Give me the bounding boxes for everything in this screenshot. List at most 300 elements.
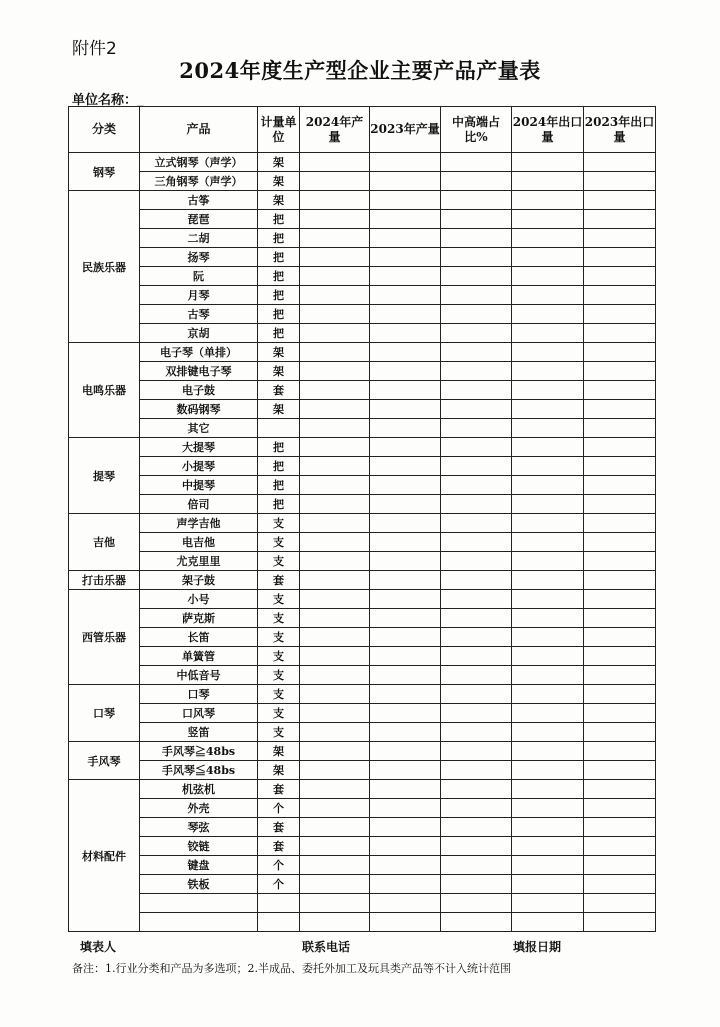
export-2024-cell[interactable]: [512, 609, 584, 628]
product-cell: 倍司: [140, 495, 258, 514]
highend-share-cell[interactable]: [441, 191, 512, 210]
export-2024-cell[interactable]: [512, 343, 584, 362]
export-2024-cell[interactable]: [512, 818, 584, 837]
output-2023-cell[interactable]: [370, 647, 441, 666]
export-2023-cell[interactable]: [584, 476, 656, 495]
highend-share-cell[interactable]: [441, 799, 512, 818]
table-row: [69, 647, 656, 666]
product-cell: 萨克斯: [140, 609, 258, 628]
export-2023-cell[interactable]: [584, 685, 656, 704]
output-2023-cell[interactable]: [370, 153, 441, 172]
output-2024-cell[interactable]: [300, 533, 370, 552]
highend-share-cell[interactable]: [441, 647, 512, 666]
highend-share-cell[interactable]: [441, 685, 512, 704]
output-2024-cell[interactable]: [300, 552, 370, 571]
export-2024-cell[interactable]: [512, 590, 584, 609]
unit-cell: 支: [258, 514, 300, 533]
export-2024-cell[interactable]: [512, 248, 584, 267]
output-2023-cell[interactable]: [370, 191, 441, 210]
output-2024-cell[interactable]: [300, 514, 370, 533]
export-2024-cell[interactable]: [512, 799, 584, 818]
output-2024-cell[interactable]: [300, 362, 370, 381]
export-2023-cell[interactable]: [584, 229, 656, 248]
highend-share-cell[interactable]: [441, 590, 512, 609]
unit-cell: 套: [258, 837, 300, 856]
product-cell: 架子鼓: [140, 571, 258, 590]
table-row: [69, 590, 656, 609]
product-cell: 月琴: [140, 286, 258, 305]
output-2024-cell[interactable]: [300, 609, 370, 628]
highend-share-cell[interactable]: [441, 172, 512, 191]
export-2024-cell[interactable]: [512, 400, 584, 419]
product-cell: 口风琴: [140, 704, 258, 723]
export-2023-cell[interactable]: [584, 419, 656, 438]
output-2024-cell[interactable]: [300, 324, 370, 343]
output-2024-cell[interactable]: [300, 438, 370, 457]
output-2023-cell[interactable]: [370, 324, 441, 343]
highend-share-cell[interactable]: [441, 324, 512, 343]
export-2024-cell[interactable]: [512, 419, 584, 438]
product-cell: 手风琴≧48bs: [140, 742, 258, 761]
unit-cell: [258, 894, 300, 913]
output-2024-cell[interactable]: [300, 286, 370, 305]
output-2023-cell[interactable]: [370, 628, 441, 647]
output-2023-cell[interactable]: [370, 514, 441, 533]
export-2023-cell[interactable]: [584, 552, 656, 571]
category-cell: 钢琴: [69, 153, 140, 191]
highend-share-cell[interactable]: [441, 210, 512, 229]
export-2024-cell[interactable]: [512, 628, 584, 647]
export-2023-cell[interactable]: [584, 324, 656, 343]
unit-name-field[interactable]: _: [137, 93, 144, 108]
date-label: 填报日期: [513, 940, 562, 954]
output-2023-cell[interactable]: [370, 723, 441, 742]
output-2024-cell[interactable]: [300, 742, 370, 761]
output-2024-cell[interactable]: [300, 172, 370, 191]
unit-cell: 架: [258, 400, 300, 419]
unit-cell: 个: [258, 799, 300, 818]
output-2023-cell[interactable]: [370, 248, 441, 267]
output-2023-cell[interactable]: [370, 875, 441, 894]
unit-cell: 支: [258, 685, 300, 704]
table-row: [69, 343, 656, 362]
highend-share-cell[interactable]: [441, 457, 512, 476]
output-2023-cell[interactable]: [370, 742, 441, 761]
export-2023-cell[interactable]: [584, 761, 656, 780]
highend-share-cell[interactable]: [441, 875, 512, 894]
export-2023-cell[interactable]: [584, 875, 656, 894]
export-2023-cell[interactable]: [584, 381, 656, 400]
export-2024-cell[interactable]: [512, 286, 584, 305]
output-2024-cell[interactable]: [300, 913, 370, 932]
export-2023-cell[interactable]: [584, 267, 656, 286]
output-2023-cell[interactable]: [370, 590, 441, 609]
product-cell: 琵琶: [140, 210, 258, 229]
export-2024-cell[interactable]: [512, 875, 584, 894]
product-cell: [140, 894, 258, 913]
highend-share-cell[interactable]: [441, 837, 512, 856]
output-2024-cell[interactable]: [300, 875, 370, 894]
export-2023-cell[interactable]: [584, 609, 656, 628]
highend-share-cell[interactable]: [441, 894, 512, 913]
output-2024-cell[interactable]: [300, 381, 370, 400]
output-2023-cell[interactable]: [370, 856, 441, 875]
table-row: [69, 324, 656, 343]
unit-cell: 把: [258, 457, 300, 476]
output-2024-cell[interactable]: [300, 495, 370, 514]
export-2024-cell[interactable]: [512, 514, 584, 533]
export-2023-cell[interactable]: [584, 495, 656, 514]
output-2023-cell[interactable]: [370, 286, 441, 305]
footnote: 备注：1.行业分类和产品为多选项；2.半成品、委托外加工及玩具类产品等不计入统计范围: [72, 962, 511, 975]
output-2024-cell[interactable]: [300, 305, 370, 324]
export-2024-cell[interactable]: [512, 856, 584, 875]
product-cell: 电子鼓: [140, 381, 258, 400]
unit-cell: 把: [258, 286, 300, 305]
product-cell: 阮: [140, 267, 258, 286]
export-2023-cell[interactable]: [584, 742, 656, 761]
output-2023-cell[interactable]: [370, 419, 441, 438]
export-2023-cell[interactable]: [584, 856, 656, 875]
output-2024-cell[interactable]: [300, 419, 370, 438]
export-2023-cell[interactable]: [584, 248, 656, 267]
output-2024-cell[interactable]: [300, 894, 370, 913]
highend-share-cell[interactable]: [441, 305, 512, 324]
export-2024-cell[interactable]: [512, 647, 584, 666]
export-2024-cell[interactable]: [512, 666, 584, 685]
highend-share-cell[interactable]: [441, 419, 512, 438]
table-row: [69, 685, 656, 704]
output-2024-cell[interactable]: [300, 457, 370, 476]
output-2024-cell[interactable]: [300, 761, 370, 780]
output-2023-cell[interactable]: [370, 457, 441, 476]
highend-share-cell[interactable]: [441, 571, 512, 590]
unit-cell: 套: [258, 780, 300, 799]
export-2024-cell[interactable]: [512, 913, 584, 932]
export-2023-cell[interactable]: [584, 837, 656, 856]
header-2024-output: 2024年产量: [300, 107, 370, 153]
export-2024-cell[interactable]: [512, 476, 584, 495]
output-2024-cell[interactable]: [300, 153, 370, 172]
export-2024-cell[interactable]: [512, 457, 584, 476]
table-row: [69, 400, 656, 419]
highend-share-cell[interactable]: [441, 913, 512, 932]
export-2023-cell[interactable]: [584, 780, 656, 799]
output-2023-cell[interactable]: [370, 913, 441, 932]
highend-share-cell[interactable]: [441, 400, 512, 419]
export-2023-cell[interactable]: [584, 305, 656, 324]
export-2023-cell[interactable]: [584, 210, 656, 229]
unit-cell: 架: [258, 343, 300, 362]
export-2024-cell[interactable]: [512, 191, 584, 210]
export-2024-cell[interactable]: [512, 571, 584, 590]
unit-cell: 支: [258, 609, 300, 628]
export-2024-cell[interactable]: [512, 704, 584, 723]
header-2024-export: 2024年出口量: [512, 107, 584, 153]
product-cell: 京胡: [140, 324, 258, 343]
category-cell: 提琴: [69, 438, 140, 514]
export-2024-cell[interactable]: [512, 172, 584, 191]
output-2023-cell[interactable]: [370, 305, 441, 324]
export-2024-cell[interactable]: [512, 229, 584, 248]
category-cell: 吉他: [69, 514, 140, 571]
category-cell: 打击乐器: [69, 571, 140, 590]
export-2024-cell[interactable]: [512, 267, 584, 286]
output-2023-cell[interactable]: [370, 685, 441, 704]
output-2023-cell[interactable]: [370, 343, 441, 362]
product-cell: 键盘: [140, 856, 258, 875]
table-row: [69, 818, 656, 837]
export-2023-cell[interactable]: [584, 153, 656, 172]
export-2024-cell[interactable]: [512, 362, 584, 381]
export-2024-cell[interactable]: [512, 761, 584, 780]
output-2024-cell[interactable]: [300, 571, 370, 590]
product-cell: 电吉他: [140, 533, 258, 552]
output-2024-cell[interactable]: [300, 191, 370, 210]
highend-share-cell[interactable]: [441, 381, 512, 400]
product-cell: 竖笛: [140, 723, 258, 742]
output-2024-cell[interactable]: [300, 799, 370, 818]
category-cell: 口琴: [69, 685, 140, 742]
table-row: [69, 153, 656, 172]
unit-cell: 支: [258, 647, 300, 666]
unit-cell: 把: [258, 229, 300, 248]
export-2023-cell[interactable]: [584, 533, 656, 552]
header-unit: 计量单位: [258, 107, 300, 153]
export-2024-cell[interactable]: [512, 533, 584, 552]
export-2023-cell[interactable]: [584, 894, 656, 913]
product-cell: 口琴: [140, 685, 258, 704]
unit-cell: 支: [258, 723, 300, 742]
output-2024-cell[interactable]: [300, 628, 370, 647]
highend-share-cell[interactable]: [441, 761, 512, 780]
category-cell: 材料配件: [69, 780, 140, 932]
product-cell: 古筝: [140, 191, 258, 210]
output-2024-cell[interactable]: [300, 685, 370, 704]
table-row: [69, 609, 656, 628]
highend-share-cell[interactable]: [441, 438, 512, 457]
export-2024-cell[interactable]: [512, 723, 584, 742]
highend-share-cell[interactable]: [441, 704, 512, 723]
output-2023-cell[interactable]: [370, 400, 441, 419]
output-2024-cell[interactable]: [300, 267, 370, 286]
output-2024-cell[interactable]: [300, 647, 370, 666]
table-row: [69, 438, 656, 457]
output-2024-cell[interactable]: [300, 476, 370, 495]
export-2023-cell[interactable]: [584, 799, 656, 818]
export-2024-cell[interactable]: [512, 685, 584, 704]
highend-share-cell[interactable]: [441, 286, 512, 305]
export-2024-cell[interactable]: [512, 894, 584, 913]
output-2024-cell[interactable]: [300, 704, 370, 723]
table-row: [69, 286, 656, 305]
output-2023-cell[interactable]: [370, 495, 441, 514]
export-2024-cell[interactable]: [512, 742, 584, 761]
export-2023-cell[interactable]: [584, 723, 656, 742]
table-row: [69, 552, 656, 571]
table-row: [69, 229, 656, 248]
output-2024-cell[interactable]: [300, 780, 370, 799]
output-2023-cell[interactable]: [370, 476, 441, 495]
output-2024-cell[interactable]: [300, 856, 370, 875]
export-2024-cell[interactable]: [512, 381, 584, 400]
unit-cell: 支: [258, 533, 300, 552]
output-2023-cell[interactable]: [370, 533, 441, 552]
product-cell: 外壳: [140, 799, 258, 818]
highend-share-cell[interactable]: [441, 552, 512, 571]
output-2024-cell[interactable]: [300, 837, 370, 856]
output-2024-cell[interactable]: [300, 666, 370, 685]
output-2023-cell[interactable]: [370, 780, 441, 799]
unit-cell: 把: [258, 324, 300, 343]
output-2024-cell[interactable]: [300, 818, 370, 837]
export-2024-cell[interactable]: [512, 780, 584, 799]
output-2024-cell[interactable]: [300, 723, 370, 742]
unit-cell: 把: [258, 495, 300, 514]
unit-cell: 支: [258, 666, 300, 685]
export-2023-cell[interactable]: [584, 647, 656, 666]
header-highend-share: 中高端占比%: [441, 107, 512, 153]
export-2024-cell[interactable]: [512, 552, 584, 571]
product-cell: 中低音号: [140, 666, 258, 685]
export-2023-cell[interactable]: [584, 514, 656, 533]
category-cell: 民族乐器: [69, 191, 140, 343]
output-2024-cell[interactable]: [300, 229, 370, 248]
export-2023-cell[interactable]: [584, 818, 656, 837]
export-2023-cell[interactable]: [584, 590, 656, 609]
table-row: [69, 362, 656, 381]
product-cell: 双排键电子琴: [140, 362, 258, 381]
unit-name-label: 单位名称：: [72, 93, 138, 108]
export-2024-cell[interactable]: [512, 153, 584, 172]
output-2024-cell[interactable]: [300, 210, 370, 229]
attachment-label: 附件2: [72, 39, 117, 59]
table-row: [69, 761, 656, 780]
export-2023-cell[interactable]: [584, 457, 656, 476]
output-2023-cell[interactable]: [370, 381, 441, 400]
highend-share-cell[interactable]: [441, 362, 512, 381]
output-2023-cell[interactable]: [370, 818, 441, 837]
output-2023-cell[interactable]: [370, 229, 441, 248]
unit-cell: 架: [258, 172, 300, 191]
output-2024-cell[interactable]: [300, 590, 370, 609]
export-2024-cell[interactable]: [512, 438, 584, 457]
table-row: [69, 704, 656, 723]
header-2023-output: 2023年产量: [370, 107, 441, 153]
output-2023-cell[interactable]: [370, 571, 441, 590]
export-2024-cell[interactable]: [512, 495, 584, 514]
unit-cell: 把: [258, 210, 300, 229]
output-2023-cell[interactable]: [370, 362, 441, 381]
highend-share-cell[interactable]: [441, 628, 512, 647]
output-2023-cell[interactable]: [370, 609, 441, 628]
unit-cell: 架: [258, 362, 300, 381]
output-2023-cell[interactable]: [370, 704, 441, 723]
highend-share-cell[interactable]: [441, 856, 512, 875]
product-cell: 铰链: [140, 837, 258, 856]
highend-share-cell[interactable]: [441, 267, 512, 286]
export-2024-cell[interactable]: [512, 837, 584, 856]
export-2023-cell[interactable]: [584, 191, 656, 210]
output-2024-cell[interactable]: [300, 343, 370, 362]
export-2023-cell[interactable]: [584, 571, 656, 590]
highend-share-cell[interactable]: [441, 609, 512, 628]
output-2023-cell[interactable]: [370, 761, 441, 780]
output-2024-cell[interactable]: [300, 248, 370, 267]
product-cell: 数码钢琴: [140, 400, 258, 419]
unit-cell: 支: [258, 590, 300, 609]
highend-share-cell[interactable]: [441, 742, 512, 761]
export-2023-cell[interactable]: [584, 343, 656, 362]
export-2023-cell[interactable]: [584, 628, 656, 647]
category-cell: 西管乐器: [69, 590, 140, 685]
export-2024-cell[interactable]: [512, 324, 584, 343]
product-cell: 长笛: [140, 628, 258, 647]
output-2023-cell[interactable]: [370, 267, 441, 286]
unit-cell: 把: [258, 248, 300, 267]
table-row: [69, 723, 656, 742]
product-cell: 电子琴（单排）: [140, 343, 258, 362]
export-2024-cell[interactable]: [512, 305, 584, 324]
export-2023-cell[interactable]: [584, 362, 656, 381]
highend-share-cell[interactable]: [441, 818, 512, 837]
export-2023-cell[interactable]: [584, 400, 656, 419]
highend-share-cell[interactable]: [441, 229, 512, 248]
highend-share-cell[interactable]: [441, 476, 512, 495]
product-cell: 其它: [140, 419, 258, 438]
product-cell: 手风琴≦48bs: [140, 761, 258, 780]
output-2023-cell[interactable]: [370, 894, 441, 913]
highend-share-cell[interactable]: [441, 495, 512, 514]
export-2023-cell[interactable]: [584, 172, 656, 191]
output-2023-cell[interactable]: [370, 666, 441, 685]
output-2023-cell[interactable]: [370, 799, 441, 818]
export-2023-cell[interactable]: [584, 913, 656, 932]
export-2023-cell[interactable]: [584, 438, 656, 457]
unit-cell: 个: [258, 856, 300, 875]
highend-share-cell[interactable]: [441, 248, 512, 267]
highend-share-cell[interactable]: [441, 666, 512, 685]
unit-cell: 架: [258, 742, 300, 761]
export-2023-cell[interactable]: [584, 704, 656, 723]
header-row: [69, 107, 656, 153]
export-2023-cell[interactable]: [584, 286, 656, 305]
highend-share-cell[interactable]: [441, 533, 512, 552]
product-cell: 二胡: [140, 229, 258, 248]
highend-share-cell[interactable]: [441, 723, 512, 742]
output-2023-cell[interactable]: [370, 552, 441, 571]
export-2023-cell[interactable]: [584, 666, 656, 685]
table-row: [69, 837, 656, 856]
highend-share-cell[interactable]: [441, 514, 512, 533]
highend-share-cell[interactable]: [441, 153, 512, 172]
table-row: [69, 514, 656, 533]
export-2024-cell[interactable]: [512, 210, 584, 229]
output-2024-cell[interactable]: [300, 400, 370, 419]
output-2023-cell[interactable]: [370, 172, 441, 191]
table-row: [69, 666, 656, 685]
output-2023-cell[interactable]: [370, 438, 441, 457]
output-2023-cell[interactable]: [370, 837, 441, 856]
table-row: [69, 780, 656, 799]
unit-cell: 架: [258, 191, 300, 210]
highend-share-cell[interactable]: [441, 780, 512, 799]
highend-share-cell[interactable]: [441, 343, 512, 362]
page-title: 2024年度生产型企业主要产品产量表: [179, 58, 541, 83]
table-row: [69, 875, 656, 894]
product-cell: 古琴: [140, 305, 258, 324]
output-2023-cell[interactable]: [370, 210, 441, 229]
